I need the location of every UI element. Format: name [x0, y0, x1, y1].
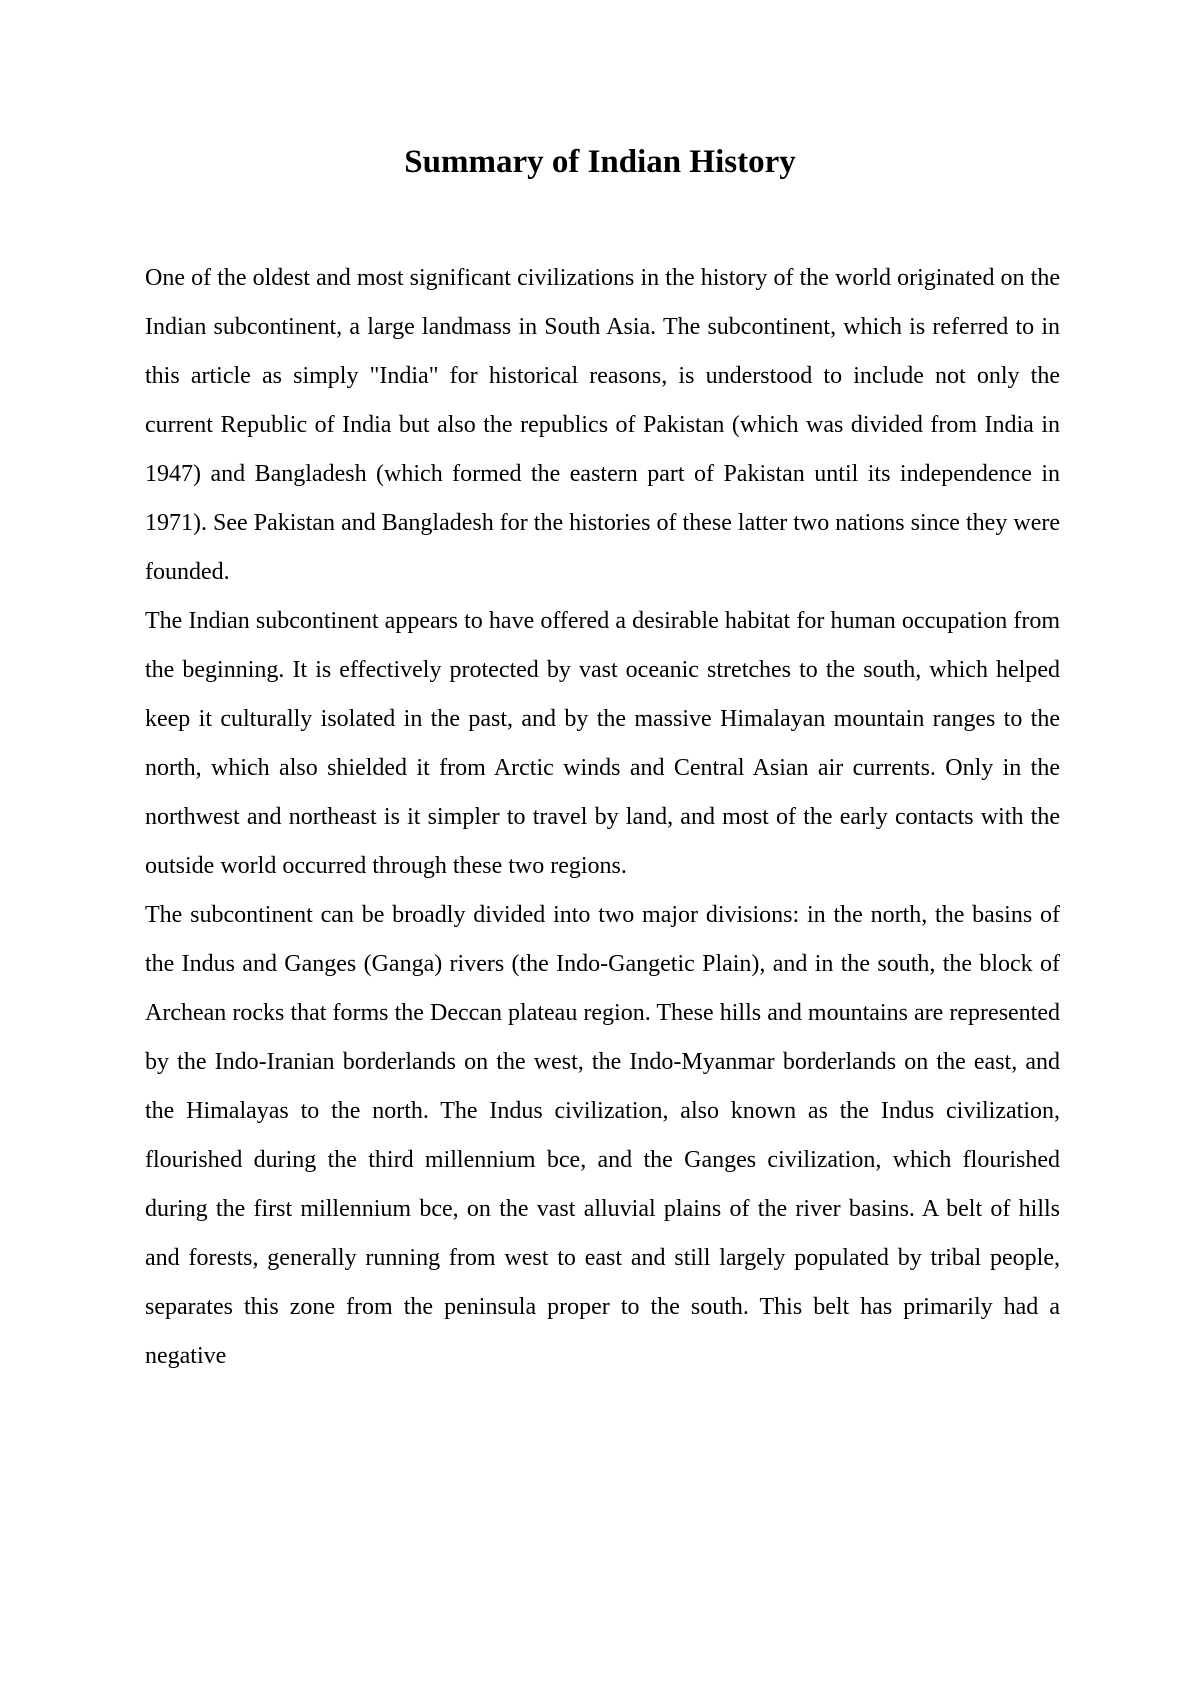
- paragraph-2: The Indian subcontinent appears to have offered a desirable habitat for human occupation from the beginning. It is effectively protected by vast oceanic stretches to the south, which helped keep it culturally isolated in the past, and by the massive Himalayan mountain ranges to the north, which also shielded it from Arctic winds and Central Asian air currents. Only in the northwest and northeast is it simpler to travel by land, and most of the early contacts with the outside world occurred through these two regions.: [145, 608, 1060, 879]
- paragraph-1: One of the oldest and most significant civilizations in the history of the world originated on the Indian subcontinent, a large landmass in South Asia. The subcontinent, which is referred to in this article as simply "India" for historical reasons, is understood to include not only the current Republic of India but also the republics of Pakistan (which was divided from India in 1947) and Bangladesh (which formed the eastern part of Pakistan until its independence in 1971). See Pakistan and Bangladesh for the histories of these latter two nations since they were founded.: [145, 265, 1060, 585]
- paragraph-3: The subcontinent can be broadly divided into two major divisions: in the north, the basins of the Indus and Ganges (Ganga) rivers (the Indo-Gangetic Plain), and in the south, the block of Archean rocks that forms the Deccan plateau region. These hills and mountains are represented by the Indo-Iranian borderlands on the west, the Indo-Myanmar borderlands on the east, and the Himalayas to the north. The Indus civilization, also known as the Indus civilization, flourished during the third millennium bce, and the Ganges civilization, which flourished during the first millennium bce, on the vast alluvial plains of the river basins. A belt of hills and forests, generally running from west to east and still largely populated by tribal people, separates this zone from the peninsula proper to the south. This belt has primarily had a negative: [145, 902, 1060, 1369]
- document-body: [145, 254, 1060, 1381]
- document-title: Summary of Indian History: [404, 144, 796, 180]
